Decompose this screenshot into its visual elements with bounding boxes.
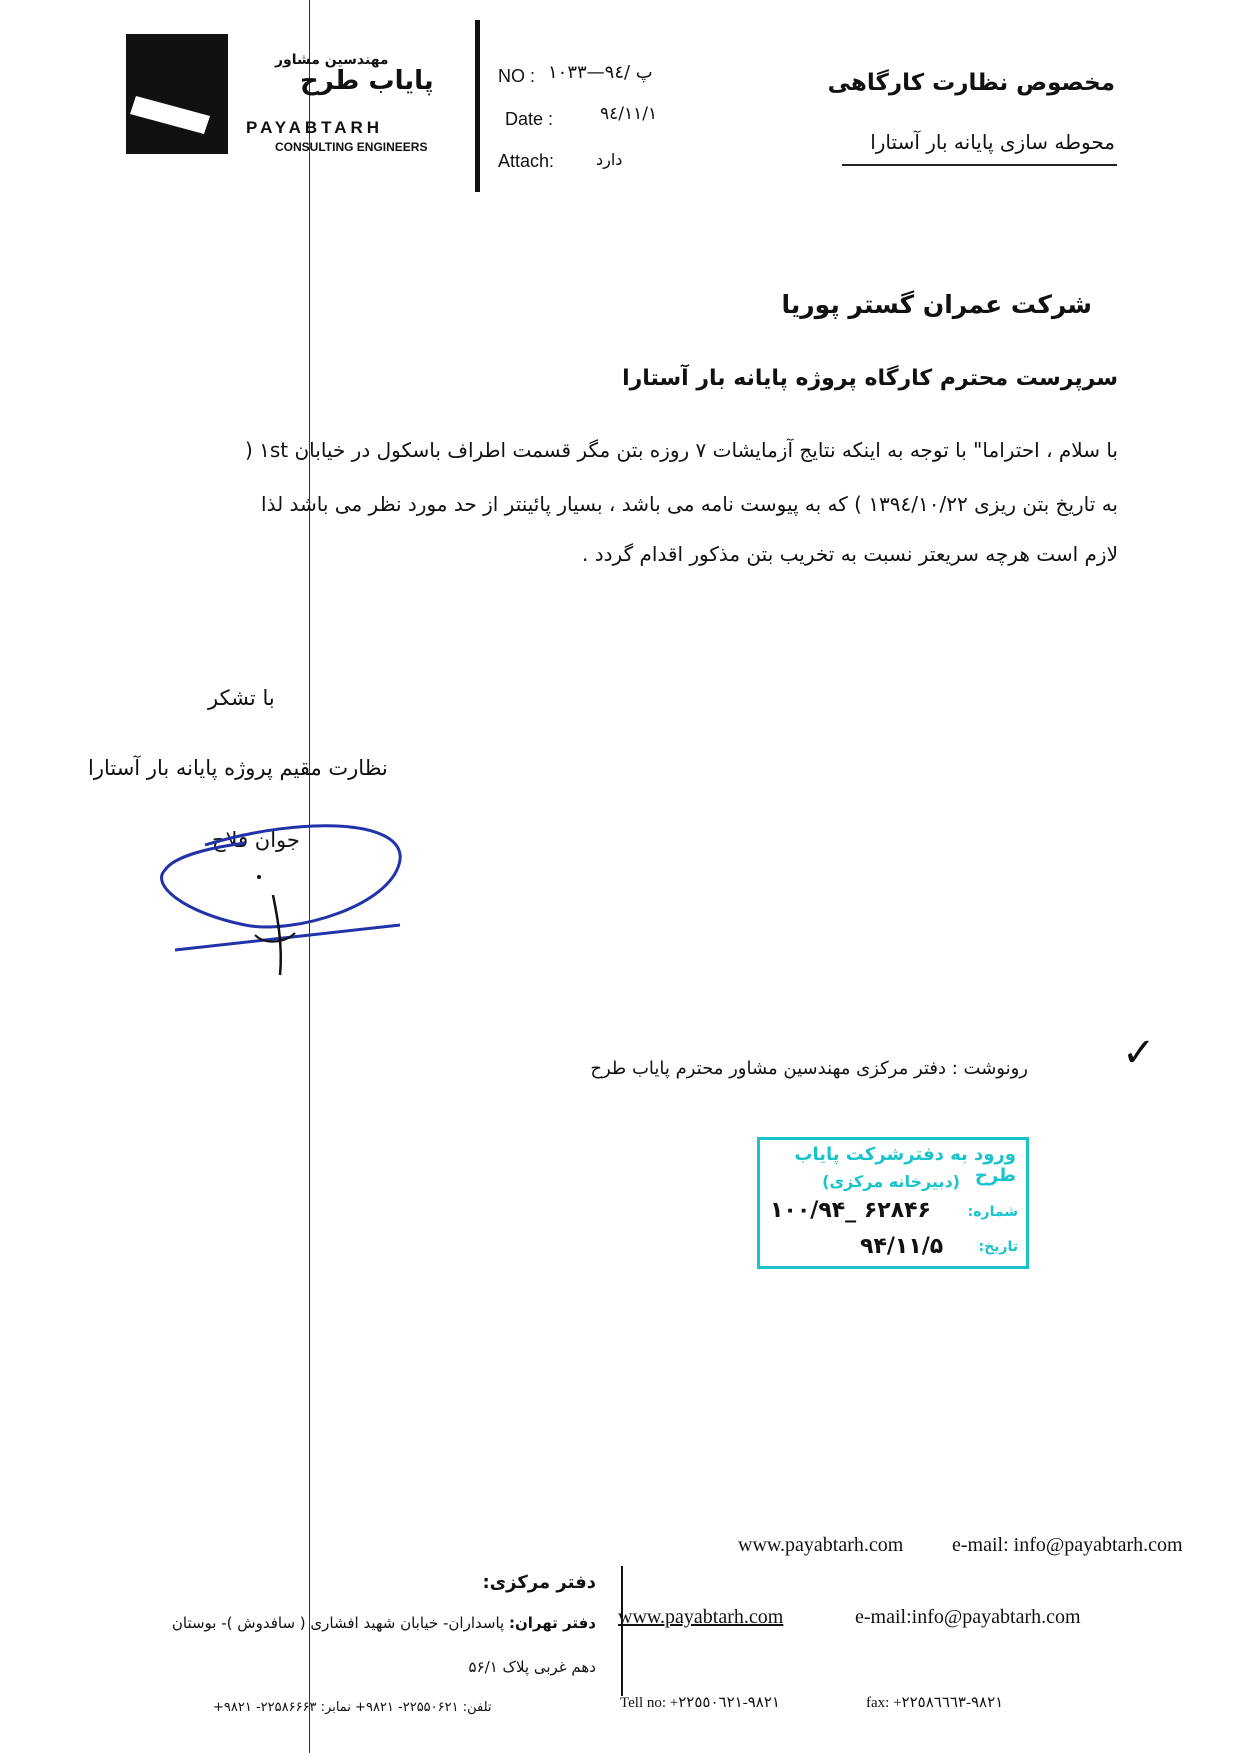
carbon-copy-line: رونوشت : دفتر مرکزی مهندسین مشاور محترم پایاب طرح <box>590 1058 1028 1079</box>
letter-number-label: NO : <box>498 66 536 86</box>
stamp-date-label: تاریخ: <box>978 1239 1018 1255</box>
handwritten-signature <box>155 815 415 985</box>
stamp-date-value: ٩۴/١١/۵ <box>860 1234 944 1259</box>
footer-email[interactable]: e-mail: info@payabtarh.com <box>952 1534 1183 1556</box>
letter-date-value: ٩٤/١١/١ <box>600 104 658 124</box>
signatory-name: جوان فلاح <box>212 828 300 852</box>
stamp-title: ورود به دفترشرکت پایاب طرح <box>794 1144 1016 1186</box>
body-paragraph-line-3: لازم است هرچه سریعتر نسبت به تخریب بتن مذکور اقدام گردد . <box>582 542 1118 566</box>
footer-telephone: Tell no: +٩٨٢١-٢٢٥٥٠٦٢١ <box>620 1695 780 1711</box>
header-divider <box>475 20 480 192</box>
stamp-number-value: ١٠٠/٩۴_ ۶٢٨۴۶ <box>770 1198 931 1223</box>
body-paragraph-line-1: با سلام ، احتراما" با توجه به اینکه نتایج آزمایشات ٧ روزه بتن مگر قسمت اطراف باسکول در خیابان ١st ( <box>244 438 1118 462</box>
company-logo <box>126 34 228 154</box>
recipient: شرکت عمران گستر پوریا <box>781 290 1092 319</box>
stamp-number-label: شماره: <box>967 1204 1018 1220</box>
closing-thanks: با تشکر <box>208 686 275 710</box>
footer-divider <box>621 1566 623 1696</box>
body-paragraph-line-2: به تاریخ بتن ریزی ١٣٩٤/١٠/٢٢ ) که به پیوست نامه می باشد ، بسیار پائینتر از حد مورد نظر می باشد لذا <box>261 492 1118 516</box>
header-tag-supervision: مخصوص نظارت کارگاهی <box>827 70 1115 96</box>
stamp-subtitle: (دبیرخانه مرکزی) <box>822 1172 960 1191</box>
tehran-office-label: دفتر تهران: <box>508 1614 596 1632</box>
tehran-office-address-text: پاسداران- خیابان شهید افشاری ( سافدوش )- بوستان <box>171 1614 505 1632</box>
header-tag-project: محوطه سازی پایانه بار آستارا <box>870 130 1115 154</box>
footer-email-2[interactable]: e-mail:info@payabtarh.com <box>855 1606 1081 1628</box>
letter-date-label: Date : <box>505 109 554 129</box>
logo-brand-fa-top: مهندسین مشاور <box>275 52 389 68</box>
footer-phone-fax-fa: تلفن: ۲۲۵۵۰۶۲۱- ۹۸۲۱+ نمابر: ۲۲۵۸۶۶۶۳- ۹۸۲۱+ <box>213 1700 492 1715</box>
logo-mark-icon <box>126 34 228 154</box>
tehran-office-address <box>172 1614 596 1632</box>
header-tag-underline <box>842 164 1117 166</box>
footer-fax: fax: +٩٨٢١-٢٢٥٨٦٦٦٣ <box>866 1695 1004 1711</box>
attention-line: سرپرست محترم کارگاه پروژه پایانه بار آستارا <box>622 366 1118 391</box>
signatory-title: نظارت مقیم پروژه پایانه بار آستارا <box>88 756 388 780</box>
letter-number-value: پ /٩٤—١٠٣٣ <box>548 62 653 83</box>
received-stamp <box>757 1137 1029 1269</box>
checkmark-icon: ✓ <box>1122 1030 1156 1076</box>
footer-website-2[interactable]: www.payabtarh.com <box>618 1606 784 1628</box>
logo-brand-en: PAYABTARH <box>246 118 384 137</box>
central-office-label: دفتر مرکزی: <box>482 1572 596 1593</box>
logo-brand-fa: پایاب طرح <box>300 66 434 96</box>
tehran-office-address-line-2: دهم غربی پلاک ۵۶/۱ <box>468 1658 596 1676</box>
attachment-label: Attach: <box>498 151 555 171</box>
attachment-value: دارد <box>596 150 623 169</box>
footer-website[interactable]: www.payabtarh.com <box>738 1534 904 1556</box>
logo-subtitle-en: CONSULTING ENGINEERS <box>275 140 428 154</box>
